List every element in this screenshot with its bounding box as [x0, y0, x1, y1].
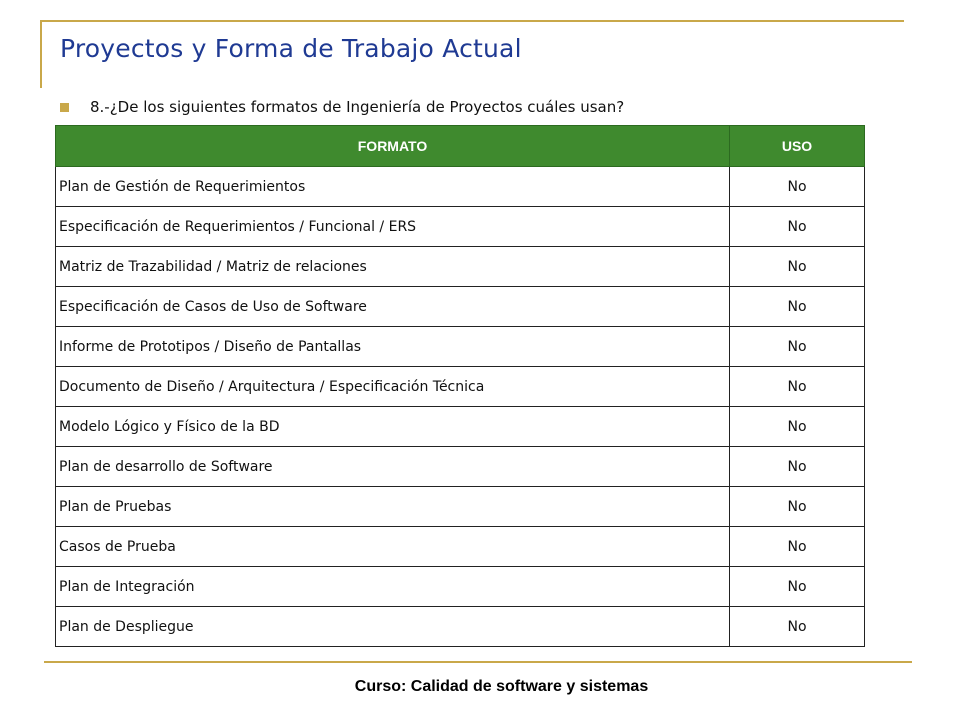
header-formato: FORMATO — [56, 126, 730, 167]
uso-cell: No — [730, 247, 865, 287]
formato-cell: Informe de Prototipos / Diseño de Pantallas — [56, 327, 730, 367]
formato-cell: Documento de Diseño / Arquitectura / Especificación Técnica — [56, 367, 730, 407]
bullet-square-icon — [60, 103, 69, 112]
table-row — [56, 207, 865, 247]
uso-cell: No — [730, 447, 865, 487]
table-row — [56, 407, 865, 447]
table-row — [56, 567, 865, 607]
left-accent-line — [40, 20, 42, 88]
table-header-row — [56, 126, 865, 167]
uso-cell: No — [730, 327, 865, 367]
formato-cell: Plan de desarrollo de Software — [56, 447, 730, 487]
uso-cell: No — [730, 407, 865, 447]
bottom-divider — [44, 661, 912, 663]
uso-cell: No — [730, 567, 865, 607]
table-row — [56, 327, 865, 367]
table-row — [56, 527, 865, 567]
uso-cell: No — [730, 487, 865, 527]
question-bullet — [60, 96, 624, 118]
slide-title: Proyectos y Forma de Trabajo Actual — [60, 34, 522, 63]
table-row — [56, 167, 865, 207]
top-divider — [40, 20, 904, 22]
table-row — [56, 607, 865, 647]
uso-cell: No — [730, 607, 865, 647]
course-footer: Curso: Calidad de software y sistemas — [354, 678, 649, 695]
formato-cell: Plan de Pruebas — [56, 487, 730, 527]
formato-cell: Plan de Integración — [56, 567, 730, 607]
formato-cell: Plan de Despliegue — [56, 607, 730, 647]
formato-cell: Especificación de Requerimientos / Funcional / ERS — [56, 207, 730, 247]
formato-cell: Casos de Prueba — [56, 527, 730, 567]
uso-cell: No — [730, 207, 865, 247]
uso-cell: No — [730, 167, 865, 207]
uso-cell: No — [730, 367, 865, 407]
header-uso: USO — [730, 126, 865, 167]
table-row — [56, 487, 865, 527]
formato-cell: Especificación de Casos de Uso de Software — [56, 287, 730, 327]
question-text: 8.-¿De los siguientes formatos de Ingeniería de Proyectos cuáles usan? — [90, 98, 625, 116]
formato-cell: Plan de Gestión de Requerimientos — [56, 167, 730, 207]
uso-cell: No — [730, 527, 865, 567]
table-row — [56, 447, 865, 487]
table-row — [56, 247, 865, 287]
formatos-table — [55, 125, 865, 647]
uso-cell: No — [730, 287, 865, 327]
table-row — [56, 367, 865, 407]
formato-cell: Matriz de Trazabilidad / Matriz de relaciones — [56, 247, 730, 287]
table-row — [56, 287, 865, 327]
formato-cell: Modelo Lógico y Físico de la BD — [56, 407, 730, 447]
